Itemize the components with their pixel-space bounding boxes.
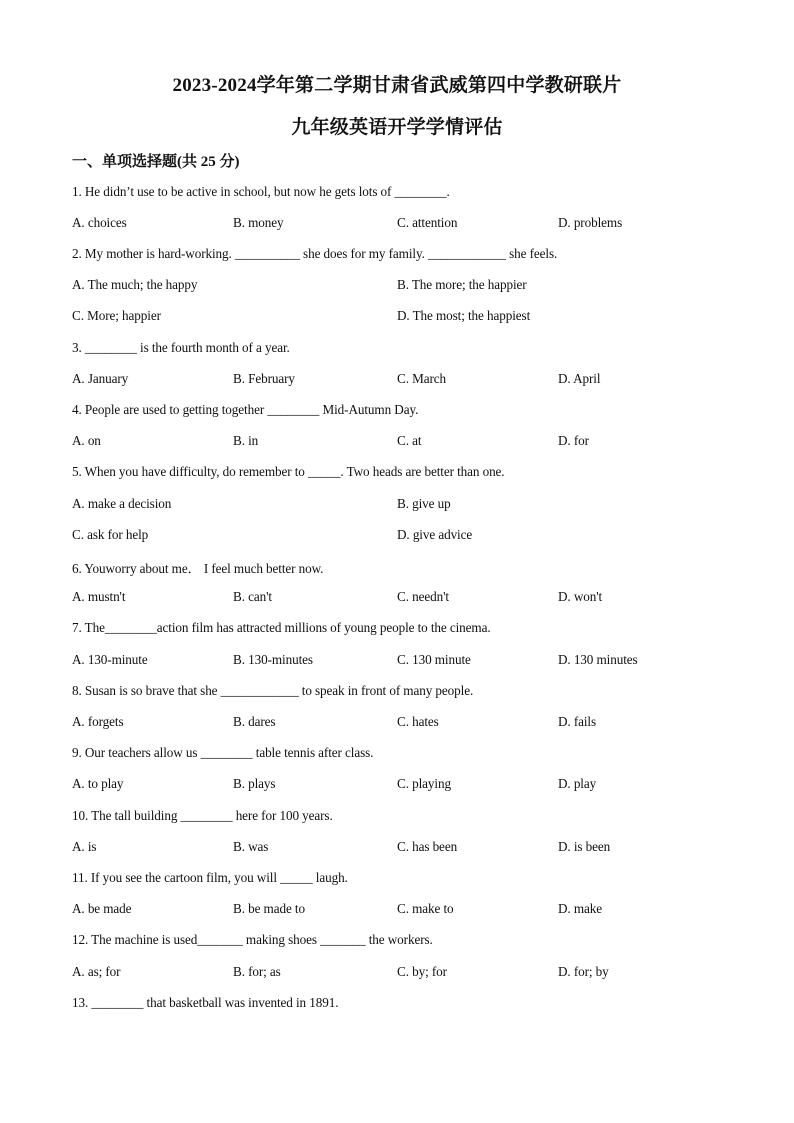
question-stem: 4. People are used to getting together ________ Mid-Autumn Day. [72,402,419,417]
option-a: A. mustn't [72,589,126,604]
question-stem: 12. The machine is used_______ making shoes _______ the workers. [72,932,433,947]
option-b: B. can't [233,589,272,604]
option-d: D. for [558,433,589,448]
option-a: A. make a decision [72,496,172,511]
option-c: C. playing [397,776,451,791]
option-b: B. was [233,839,269,854]
option-a: A. on [72,433,101,448]
option-a: A. 130-minute [72,652,148,667]
question-stem: 7. The________action film has attracted millions of young people to the cinema. [72,620,491,635]
option-c: C. make to [397,901,454,916]
exam-subtitle: 九年级英语开学学情评估 [291,117,503,138]
option-a: A. forgets [72,714,124,729]
option-d: D. won't [558,589,603,604]
option-d: D. make [558,901,602,916]
option-b: B. The more; the happier [397,277,527,292]
option-a: A. choices [72,215,127,230]
option-c: C. ask for help [72,527,149,542]
option-c: C. 130 minute [397,652,471,667]
option-c: C. March [397,371,447,386]
option-b: B. give up [397,496,451,511]
option-d: D. 130 minutes [558,652,638,667]
option-d: D. give advice [397,527,473,542]
exam-title: 2023-2024学年第二学期甘肃省武威第四中学教研联片 [172,75,622,96]
option-b: B. plays [233,776,276,791]
question-stem: 6. Youworry about me． I feel much better now. [72,561,324,576]
section-heading: 一、单项选择题(共 25 分) [72,154,240,170]
option-b: B. money [233,215,284,230]
option-d: D. problems [558,215,623,230]
option-d: D. is been [558,839,611,854]
option-c: C. at [397,433,422,448]
question-stem: 13. ________ that basketball was invented in 1891. [72,995,339,1010]
question-stem: 8. Susan is so brave that she ____________ to speak in front of many people. [72,683,474,698]
option-a: A. to play [72,776,124,791]
question-stem: 3. ________ is the fourth month of a year. [72,340,290,355]
option-a: A. be made [72,901,132,916]
option-d: D. for; by [558,964,609,979]
question-stem: 9. Our teachers allow us ________ table tennis after class. [72,745,374,760]
option-a: A. The much; the happy [72,277,198,292]
question-stem: 10. The tall building ________ here for 100 years. [72,808,333,823]
option-d: D. The most; the happiest [397,308,531,323]
option-c: C. More; happier [72,308,161,323]
option-d: D. April [558,371,601,386]
option-a: A. January [72,371,129,386]
question-stem: 11. If you see the cartoon film, you will _____ laugh. [72,870,348,885]
option-c: C. hates [397,714,439,729]
option-b: B. in [233,433,259,448]
option-c: C. has been [397,839,458,854]
option-b: B. 130-minutes [233,652,313,667]
option-b: B. for; as [233,964,281,979]
question-stem: 5. When you have difficulty, do remember to _____. Two heads are better than one. [72,464,505,479]
question-stem: 1. He didn’t use to be active in school, but now he gets lots of ________. [72,184,450,199]
option-b: B. February [233,371,295,386]
option-b: B. dares [233,714,276,729]
option-a: A. is [72,839,97,854]
option-c: C. needn't [397,589,449,604]
option-b: B. be made to [233,901,305,916]
option-a: A. as; for [72,964,121,979]
option-d: D. fails [558,714,597,729]
option-c: C. attention [397,215,458,230]
option-d: D. play [558,776,597,791]
question-stem: 2. My mother is hard-working. __________ she does for my family. ____________ she feels. [72,246,558,261]
option-c: C. by; for [397,964,447,979]
